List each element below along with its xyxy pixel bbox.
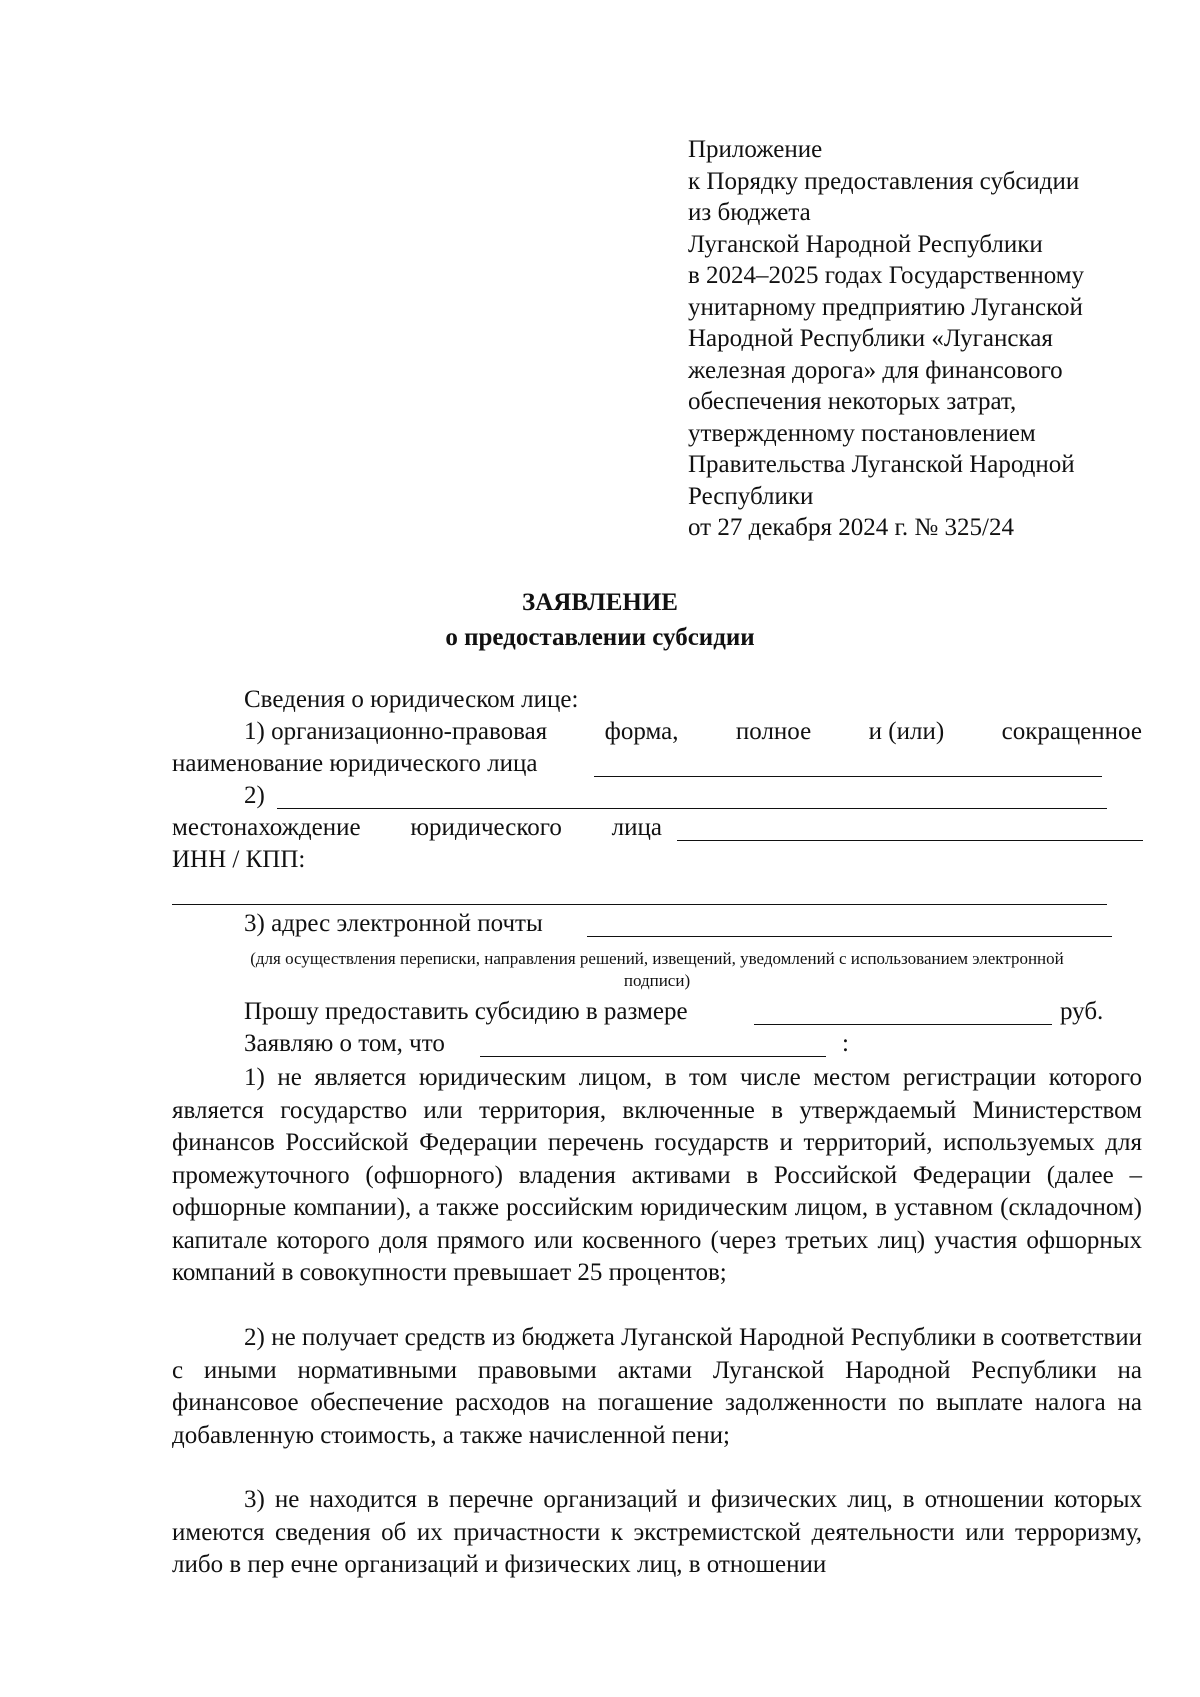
item1-line2: наименование юридического лица	[172, 750, 538, 777]
appendix-line: железная дорога» для финансового	[688, 356, 1063, 384]
amount-input-line[interactable]	[754, 1024, 1052, 1025]
location-label	[172, 812, 662, 844]
item1-word: 1) организационно-правовая	[244, 718, 548, 745]
appendix-line: Луганской Народной Республики	[688, 230, 1043, 258]
item1-word: форма,	[604, 718, 679, 745]
appendix-line: Приложение	[688, 136, 823, 163]
document-subtitle: о предоставлении субсидии	[445, 624, 755, 651]
request-text: Прошу предоставить субсидию в размере	[244, 998, 688, 1025]
appendix-line: унитарному предприятию Луганской	[688, 293, 1083, 321]
location-word: юридического	[410, 814, 562, 841]
clause-1	[172, 1062, 1142, 1290]
declare-text: Заявляю о том, что	[244, 1030, 445, 1057]
currency-label: руб.	[1060, 998, 1104, 1025]
info-header: Сведения о юридическом лице:	[244, 686, 579, 713]
appendix-line: из бюджета	[688, 199, 811, 226]
clause-text: 1) не является юридическим лицом, в том числе местом регистрации которого является государство или территория, включенные в утверждаемый Министерством финансов Российской Федерации перечень государств и территорий, используемых для промежуточного (офшорного) владения активами в Российской Федерации (далее – офшорные компании), а также российским юридическим лицом, в уставном (складочном) капитале которого доля прямого или косвенного (через третьих лиц) участия офшорных компаний в совокупности превышает 25 процентов;	[172, 1064, 1142, 1286]
item1-word: сокращенное	[1001, 718, 1142, 745]
inn-kpp-label: ИНН / КПП:	[172, 846, 306, 873]
clause-3	[172, 1484, 1142, 1582]
clause-text: 2) не получает средств из бюджета Луганской Народной Республики в соответствии с иными нормативными правовыми актами Луганской Народной Республики на финансовое обеспечение расходов на погашение задолженности по выплате налога на добавленную стоимость, а также начисленной пени;	[172, 1324, 1142, 1449]
email-input-line[interactable]	[587, 936, 1112, 937]
declare-colon: :	[842, 1030, 849, 1057]
location-word: местонахождение	[172, 814, 361, 841]
item2-label: 2)	[244, 782, 265, 809]
item1-word: полное	[735, 718, 812, 745]
appendix-line: от 27 декабря 2024 г. № 325/24	[688, 514, 1014, 541]
item1-line1	[244, 716, 1142, 748]
name-input-line[interactable]	[594, 776, 1102, 777]
appendix-line: утвержденному постановлением	[688, 419, 1036, 447]
appendix-line: к Порядку предоставления субсидии	[688, 167, 1080, 195]
declarant-input-line[interactable]	[480, 1056, 826, 1057]
inn-kpp-input-line[interactable]	[172, 904, 1107, 905]
location-input-line[interactable]	[677, 840, 1143, 841]
appendix-line: Республики	[688, 482, 814, 510]
item1-word: и (или)	[868, 718, 945, 745]
appendix-line: Народной Республики «Луганская	[688, 325, 1053, 352]
clause-text: 3) не находится в перечне организаций и физических лиц, в отношении которых имеются сведения об их причастности к экстремистской деятельности или терроризму, либо в пер ечне организаций и физических лиц, в отношении	[172, 1486, 1142, 1578]
appendix-line: в 2024–2025 годах Государственному	[688, 262, 1085, 289]
appendix-line: Правительства Луганской Народной	[688, 451, 1075, 478]
location-word: лица	[611, 814, 662, 841]
appendix-block	[688, 134, 1148, 544]
email-note-line2: подписи)	[623, 971, 691, 990]
appendix-line: обеспечения некоторых затрат,	[688, 388, 1017, 415]
clause-2	[172, 1322, 1142, 1452]
email-note-line1: (для осуществления переписки, направления решений, извещений, уведомлений с использованием электронной	[250, 949, 1064, 968]
item3-label: 3) адрес электронной почты	[244, 910, 543, 937]
item2-input-line[interactable]	[277, 808, 1107, 809]
document-title: ЗАЯВЛЕНИЕ	[522, 589, 678, 616]
